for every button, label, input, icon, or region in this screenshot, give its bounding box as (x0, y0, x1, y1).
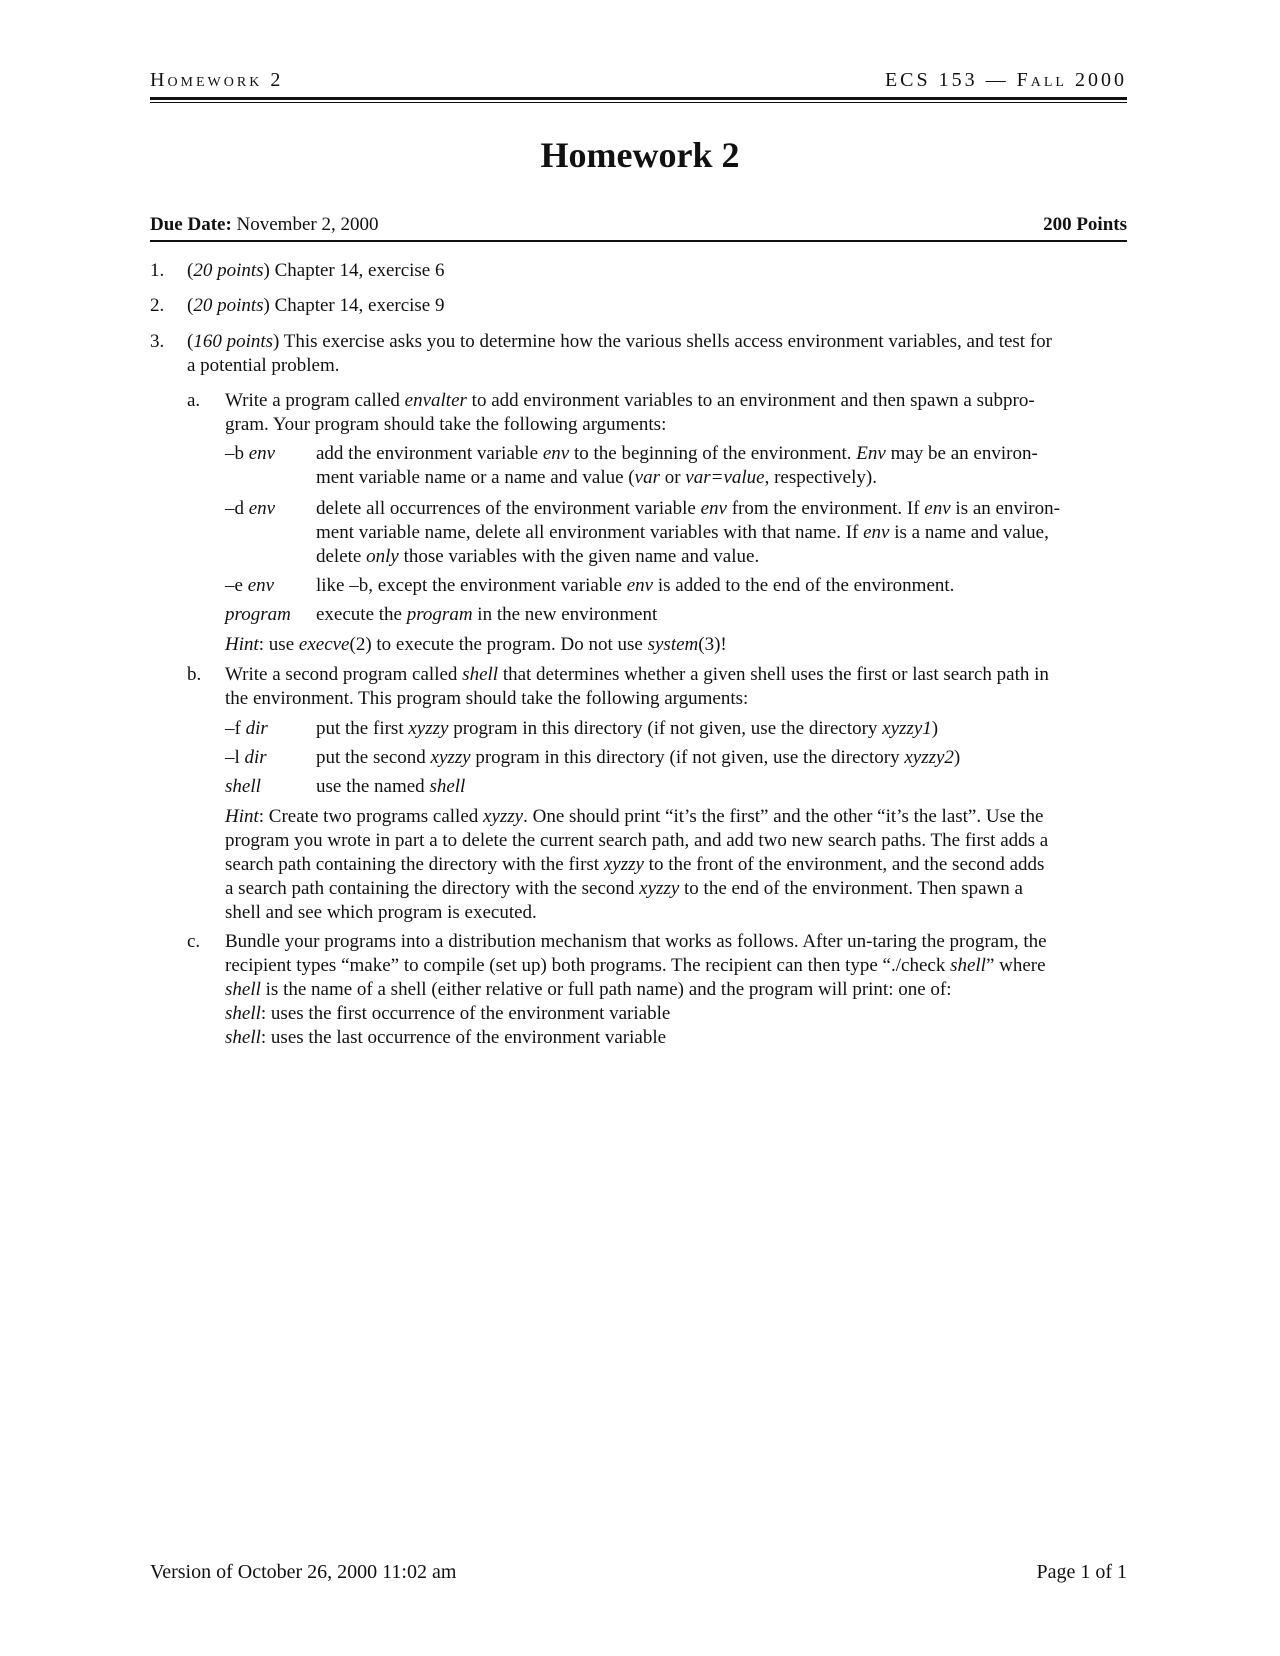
item-number: 2. (150, 295, 165, 316)
hint-text: Hint: use execve(2) to execute the program. Do not use system(3)! (225, 634, 727, 655)
arg-flag: program (225, 604, 291, 625)
due-date (150, 213, 378, 238)
header-left: Homework 2 (150, 69, 284, 91)
arg-description: ment variable name or a name and value (var or var=value, respectively). (316, 467, 877, 488)
part-label: c. (187, 931, 201, 952)
hint-text: program you wrote in part a to delete the current search path, and add two new search paths. The first adds a (225, 830, 1049, 851)
hint-text: search path containing the directory with the first xyzzy to the front of the environment, and the second adds (225, 854, 1045, 875)
arg-description: add the environment variable env to the beginning of the environment. Env may be an environ- (316, 443, 1038, 464)
total-points: 200 Points (1043, 214, 1127, 235)
item-text: (20 points) Chapter 14, exercise 9 (187, 295, 445, 316)
arg-flag: –f dir (225, 718, 268, 739)
arg-description: like –b, except the environment variable env is added to the end of the environment. (316, 575, 955, 596)
due-value: November 2, 2000 (236, 214, 379, 235)
page-title: Homework 2 (540, 135, 740, 175)
arg-description: ment variable name, delete all environment variables with that name. If env is a name and value, (316, 522, 1049, 543)
item-number: 1. (150, 260, 165, 281)
header-right: ECS 153 — Fall 2000 (884, 69, 1127, 91)
arg-description: execute the program in the new environment (316, 604, 658, 625)
due-label: Due Date: (150, 214, 232, 235)
hint-text: a search path containing the directory with the second xyzzy to the end of the environment. Then spawn a (225, 878, 1023, 899)
hint-text: Hint: Create two programs called xyzzy. One should print “it’s the first” and the other “it’s the last”. Use the (225, 806, 1044, 827)
arg-description: use the named shell (316, 776, 466, 797)
hint-text: shell and see which program is executed. (225, 902, 537, 923)
part-text: recipient types “make” to compile (set up) both programs. The recipient can then type “./check shell” where (225, 955, 1046, 976)
part-label: b. (187, 664, 202, 685)
arg-flag: –d env (225, 498, 276, 519)
item-text: a potential problem. (187, 355, 340, 376)
part-text: shell: uses the first occurrence of the environment variable (225, 1003, 671, 1024)
arg-description: put the second xyzzy program in this directory (if not given, use the directory xyzzy2) (316, 747, 961, 768)
arg-description: delete all occurrences of the environment variable env from the environment. If env is an environ- (316, 498, 1060, 519)
part-label: a. (187, 390, 201, 411)
part-text: gram. Your program should take the following arguments: (225, 414, 667, 435)
header-rule-thin (150, 102, 1127, 103)
item-number: 3. (150, 331, 165, 352)
part-text: shell: uses the last occurrence of the environment variable (225, 1027, 667, 1048)
part-text: Write a program called envalter to add environment variables to an environment and then spawn a subpro- (225, 390, 1035, 411)
arg-flag: –l dir (225, 747, 267, 768)
item-text: (20 points) Chapter 14, exercise 6 (187, 260, 445, 281)
due-date-row (150, 213, 1127, 239)
part-text: shell is the name of a shell (either relative or full path name) and the program will print: one of: (225, 979, 952, 1000)
arg-flag: shell (225, 776, 261, 797)
part-text: Bundle your programs into a distribution mechanism that works as follows. After un-taring the program, the (225, 931, 1047, 952)
item-text: (160 points) This exercise asks you to determine how the various shells access environment variables, and test for (187, 331, 1052, 352)
arg-description: delete only those variables with the given name and value. (316, 546, 760, 567)
footer-page-number: Page 1 of 1 (1036, 1561, 1127, 1583)
part-text: the environment. This program should take the following arguments: (225, 688, 749, 709)
due-rule (150, 240, 1127, 242)
part-text: Write a second program called shell that determines whether a given shell uses the first or last search path in (225, 664, 1049, 685)
arg-description: put the first xyzzy program in this directory (if not given, use the directory xyzzy1) (316, 718, 939, 739)
arg-flag: –b env (225, 443, 276, 464)
running-header (150, 68, 1127, 98)
footer-version: Version of October 26, 2000 11:02 am (150, 1561, 457, 1583)
arg-flag: –e env (225, 575, 275, 596)
header-rule (150, 97, 1127, 100)
